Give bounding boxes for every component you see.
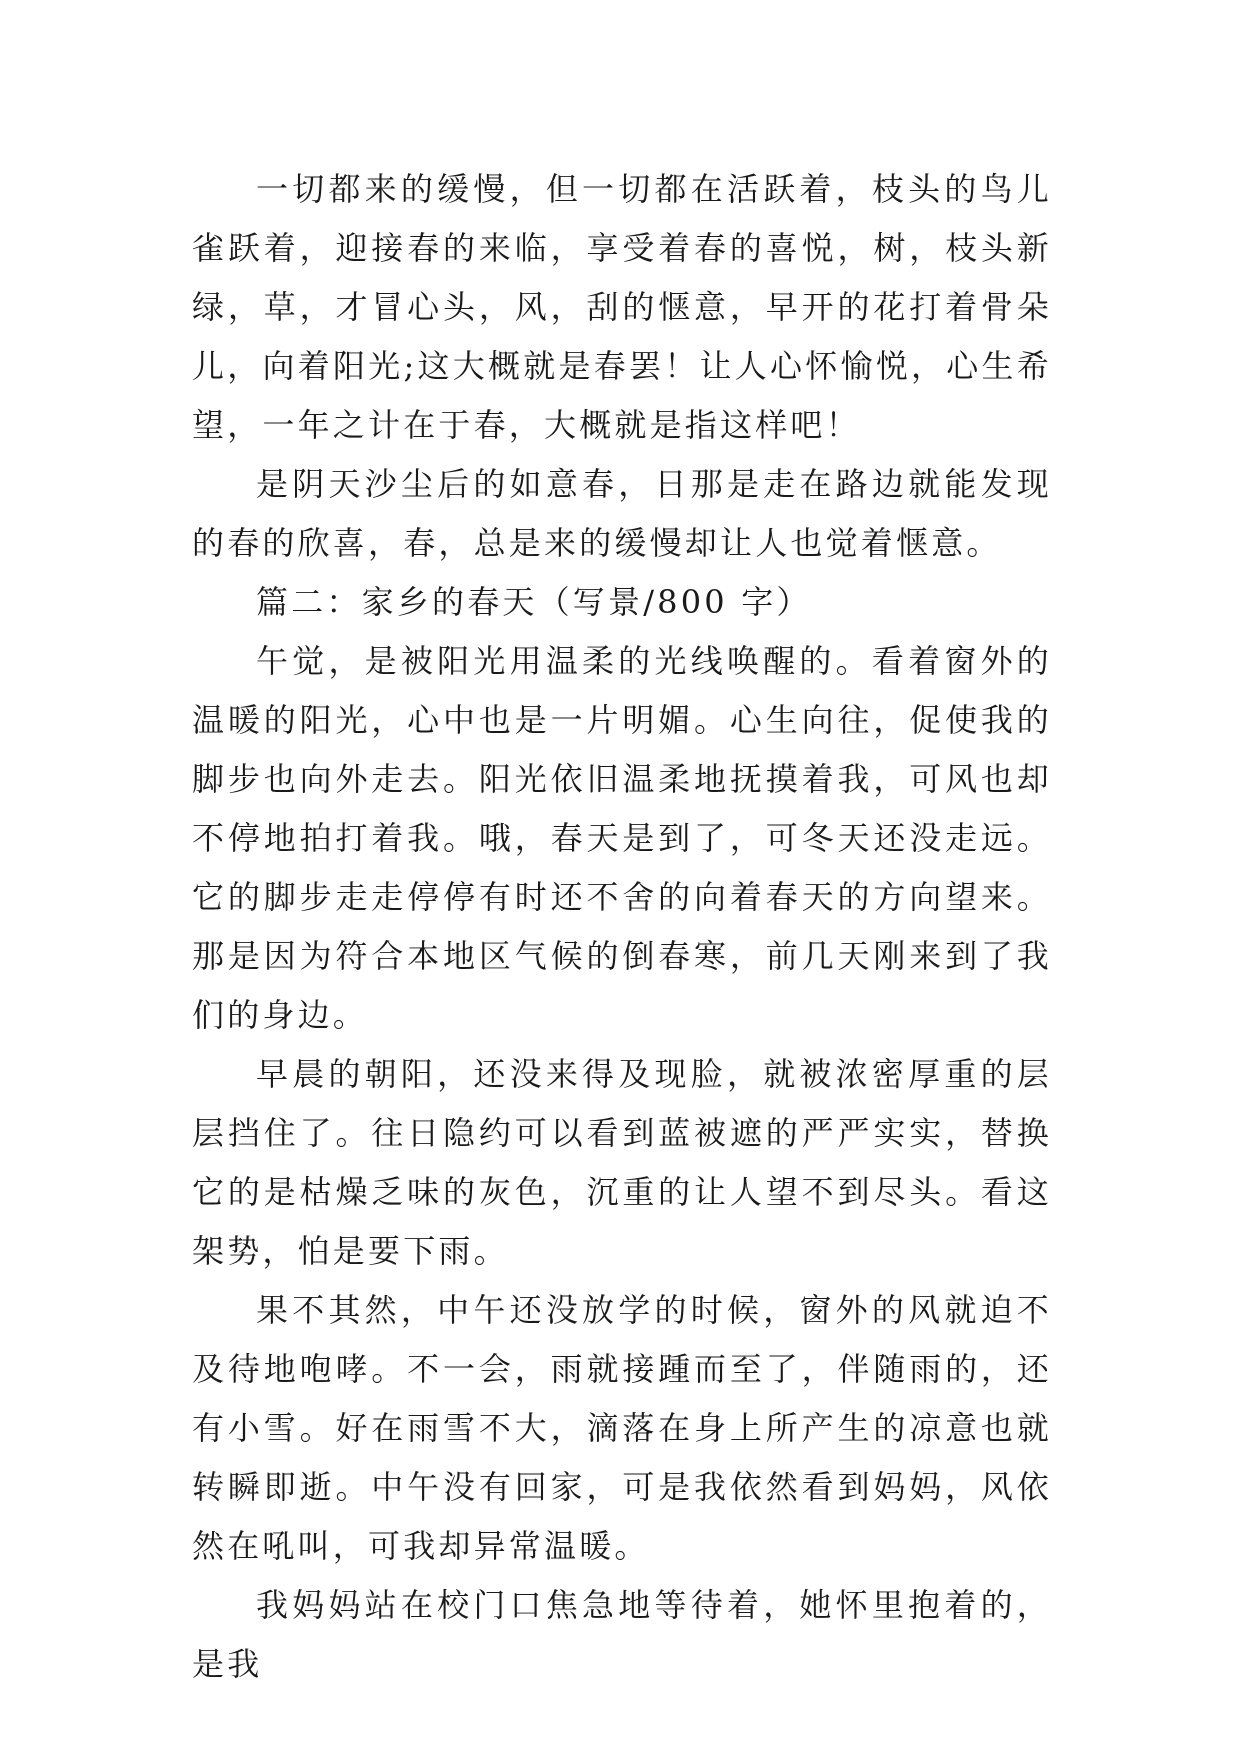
document-body: [192, 160, 1052, 1694]
paragraph-cloudy-spring: 是阴天沙尘后的如意春，日那是走在路边就能发现的春的欣喜，春，总是来的缓慢却让人也觉着惬意。: [192, 465, 1052, 562]
paragraph-afternoon-nap: 午觉，是被阳光用温柔的光线唤醒的。看着窗外的温暖的阳光，心中也是一片明媚。心生向往，促使我的脚步也向外走去。阳光依旧温柔地抚摸着我，可风也却不停地拍打着我。哦，春天是到了，可冬天还没走远。它的脚步走走停停有时还不舍的向着春天的方向望来。那是因为符合本地区气候的倒春寒，前几天刚来到了我们的身边。: [192, 642, 1052, 1034]
paragraph-spring-slow: 一切都来的缓慢，但一切都在活跃着，枝头的鸟儿雀跃着，迎接春的来临，享受着春的喜悦，树，枝头新绿，草，才冒心头，风，刮的惬意，早开的花打着骨朵儿，向着阳光;这大概就是春罢！让人心怀愉悦，心生希望，一年之计在于春，大概就是指这样吧！: [192, 170, 1052, 444]
section-heading-part-two: 篇二：家乡的春天（写景/800 字）: [256, 583, 812, 621]
paragraph-morning-sun: 早晨的朝阳，还没来得及现脸，就被浓密厚重的层层挡住了。往日隐约可以看到蓝被遮的严严实实，替换它的是枯燥乏味的灰色，沉重的让人望不到尽头。看这架势，怕是要下雨。: [192, 1055, 1052, 1270]
paragraph-mother-waiting: 我妈妈站在校门口焦急地等待着，她怀里抱着的，是我: [192, 1586, 1052, 1683]
paragraph-rain-snow: 果不其然，中午还没放学的时候，窗外的风就迫不及待地咆哮。不一会，雨就接踵而至了，伴随雨的，还有小雪。好在雨雪不大，滴落在身上所产生的凉意也就转瞬即逝。中午没有回家，可是我依然看到妈妈，风依然在吼叫，可我却异常温暖。: [192, 1291, 1052, 1565]
